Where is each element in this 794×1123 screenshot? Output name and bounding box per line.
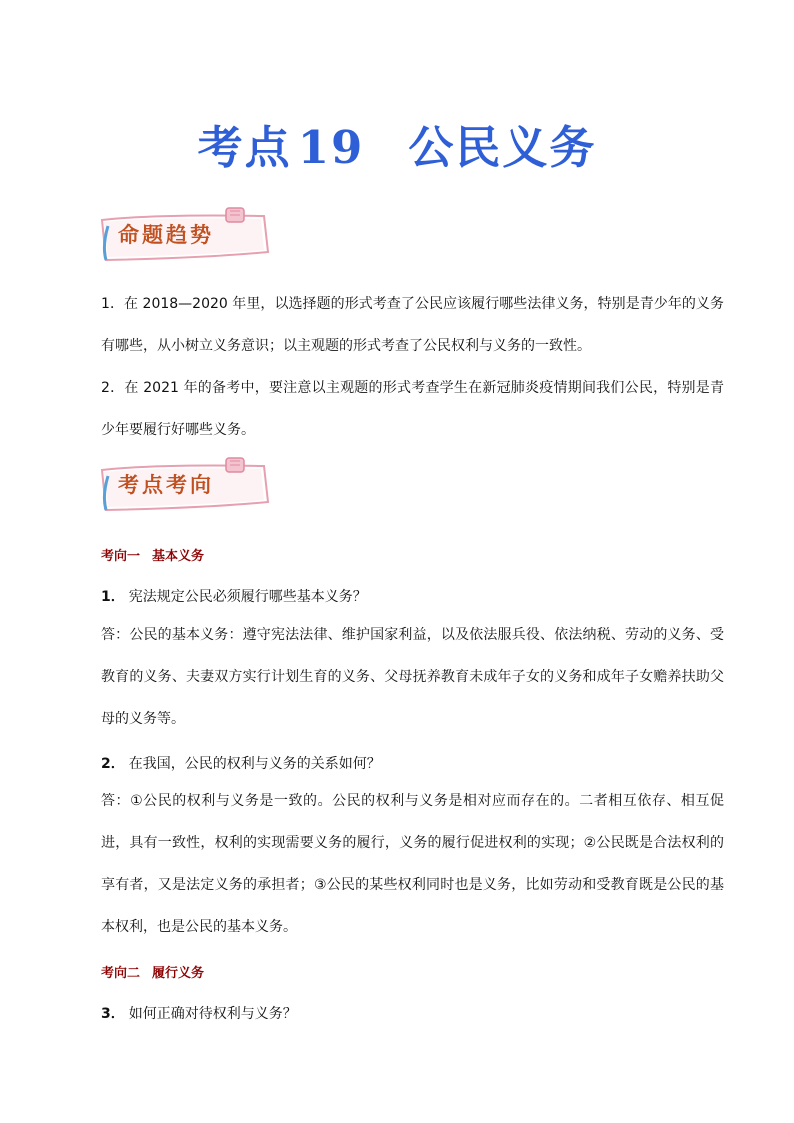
trend-paragraph-1: 1．在 2018—2020 年里，以选择题的形式考查了公民应该履行哪些法律义务，特别是青少年的义务有哪些，从小树立义务意识；以主观题的形式考查了公民权利与义务的一致性。 <box>101 296 724 354</box>
title-prefix: 考点 <box>197 121 292 174</box>
banner-direction-label: 考点考向 <box>118 473 214 497</box>
banner-trend-label: 命题趋势 <box>118 223 214 247</box>
question-3 <box>101 1003 297 1023</box>
question-2 <box>101 753 381 773</box>
section-1-label: 考向一 <box>101 549 141 564</box>
question-1-number: 1． <box>101 589 125 605</box>
question-1 <box>101 586 367 606</box>
answer-1: 答：公民的基本义务：遵守宪法法律、维护国家利益，以及依法服兵役、依法纳税、劳动的义务、受教育的义务、夫妻双方实行计划生育的义务、父母抚养教育未成年子女的义务和成年子女赡养扶助父母的义务等。 <box>101 627 724 727</box>
banner-trend <box>96 206 276 268</box>
question-1-text: 宪法规定公民必须履行哪些基本义务？ <box>128 589 367 605</box>
title-number: 19 <box>297 121 365 174</box>
question-3-text: 如何正确对待权利与义务？ <box>128 1006 297 1022</box>
page-title <box>0 116 794 180</box>
trend-paragraph-2: 2．在 2021 年的备考中，要注意以主观题的形式考查学生在新冠肺炎疫情期间我们公民，特别是青少年要履行好哪些义务。 <box>101 380 724 438</box>
section-1-name: 基本义务 <box>152 549 205 564</box>
banner-direction <box>96 456 276 518</box>
title-topic: 公民义务 <box>408 121 597 174</box>
question-3-number: 3． <box>101 1006 125 1022</box>
section-2-name: 履行义务 <box>152 966 205 981</box>
section-heading-1 <box>101 545 204 564</box>
answer-2: 答：①公民的权利与义务是一致的。公民的权利与义务是相对应而存在的。二者相互依存、相互促进，具有一致性，权利的实现需要义务的履行，义务的履行促进权利的实现；②公民既是合法权利的享有者，又是法定义务的承担者；③公民的某些权利同时也是义务，比如劳动和受教育既是公民的基本权利，也是公民的基本义务。 <box>101 793 724 935</box>
question-2-text: 在我国，公民的权利与义务的关系如何？ <box>128 756 381 772</box>
question-2-number: 2． <box>101 756 125 772</box>
section-heading-2 <box>101 962 204 981</box>
section-2-label: 考向二 <box>101 966 141 981</box>
